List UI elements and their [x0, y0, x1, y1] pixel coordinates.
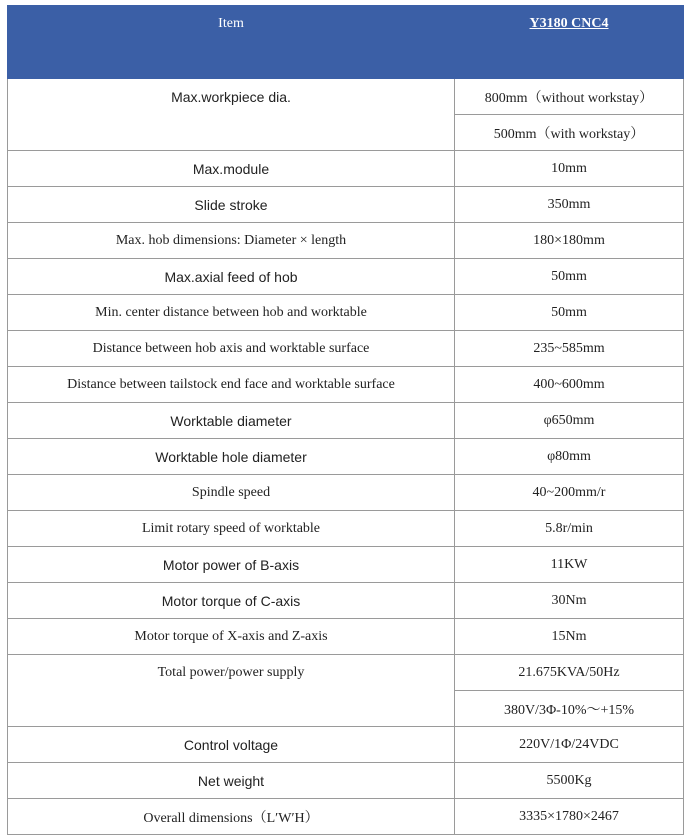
table-row	[8, 223, 684, 259]
table-row	[8, 799, 684, 835]
spec-label: Max.axial feed of hob	[8, 259, 455, 295]
spec-label: Motor torque of C-axis	[8, 583, 455, 619]
header-row	[8, 6, 684, 79]
spec-value: 11KW	[455, 547, 684, 583]
spec-body	[8, 79, 684, 835]
table-row	[8, 187, 684, 223]
header-item: Item	[8, 6, 455, 79]
spec-label: Net weight	[8, 763, 455, 799]
header-model	[455, 6, 684, 79]
spec-value: 500mm（with workstay）	[455, 115, 684, 151]
table-row	[8, 79, 684, 115]
spec-value: φ650mm	[455, 403, 684, 439]
spec-value: 3335×1780×2467	[455, 799, 684, 835]
spec-value: 5.8r/min	[455, 511, 684, 547]
spec-label: Motor torque of X-axis and Z-axis	[8, 619, 455, 655]
spec-value: 30Nm	[455, 583, 684, 619]
table-row	[8, 763, 684, 799]
spec-label: Total power/power supply	[8, 655, 455, 727]
header-model-text: Y3180 CNC4	[529, 16, 609, 31]
spec-label: Motor power of B-axis	[8, 547, 455, 583]
table-row	[8, 727, 684, 763]
spec-table	[7, 5, 684, 835]
spec-label: Distance between tailstock end face and worktable surface	[8, 367, 455, 403]
spec-value: φ80mm	[455, 439, 684, 475]
spec-label: Slide stroke	[8, 187, 455, 223]
spec-value: 50mm	[455, 295, 684, 331]
table-row	[8, 511, 684, 547]
spec-label: Control voltage	[8, 727, 455, 763]
spec-value: 235~585mm	[455, 331, 684, 367]
spec-value: 350mm	[455, 187, 684, 223]
spec-value: 180×180mm	[455, 223, 684, 259]
spec-value: 10mm	[455, 151, 684, 187]
spec-value: 5500Kg	[455, 763, 684, 799]
spec-value: 800mm（without workstay）	[455, 79, 684, 115]
table-row	[8, 583, 684, 619]
table-row	[8, 439, 684, 475]
spec-value: 15Nm	[455, 619, 684, 655]
table-row	[8, 655, 684, 691]
spec-label: Worktable diameter	[8, 403, 455, 439]
spec-value: 21.675KVA/50Hz	[455, 655, 684, 691]
table-row	[8, 295, 684, 331]
table-row	[8, 475, 684, 511]
spec-label: Worktable hole diameter	[8, 439, 455, 475]
spec-label: Max.module	[8, 151, 455, 187]
spec-value: 400~600mm	[455, 367, 684, 403]
table-row	[8, 151, 684, 187]
spec-value: 40~200mm/r	[455, 475, 684, 511]
table-row	[8, 403, 684, 439]
table-row	[8, 619, 684, 655]
spec-value: 220V/1Φ/24VDC	[455, 727, 684, 763]
spec-label: Overall dimensions（L′W′H）	[8, 799, 455, 835]
spec-value: 50mm	[455, 259, 684, 295]
spec-label: Max.workpiece dia.	[8, 79, 455, 151]
table-row	[8, 259, 684, 295]
spec-label: Spindle speed	[8, 475, 455, 511]
table-row	[8, 367, 684, 403]
spec-value: 380V/3Φ-10%～+15%	[455, 691, 684, 727]
spec-label: Min. center distance between hob and worktable	[8, 295, 455, 331]
spec-label: Limit rotary speed of worktable	[8, 511, 455, 547]
spec-label: Distance between hob axis and worktable surface	[8, 331, 455, 367]
table-row	[8, 331, 684, 367]
table-row	[8, 547, 684, 583]
spec-label: Max. hob dimensions: Diameter × length	[8, 223, 455, 259]
